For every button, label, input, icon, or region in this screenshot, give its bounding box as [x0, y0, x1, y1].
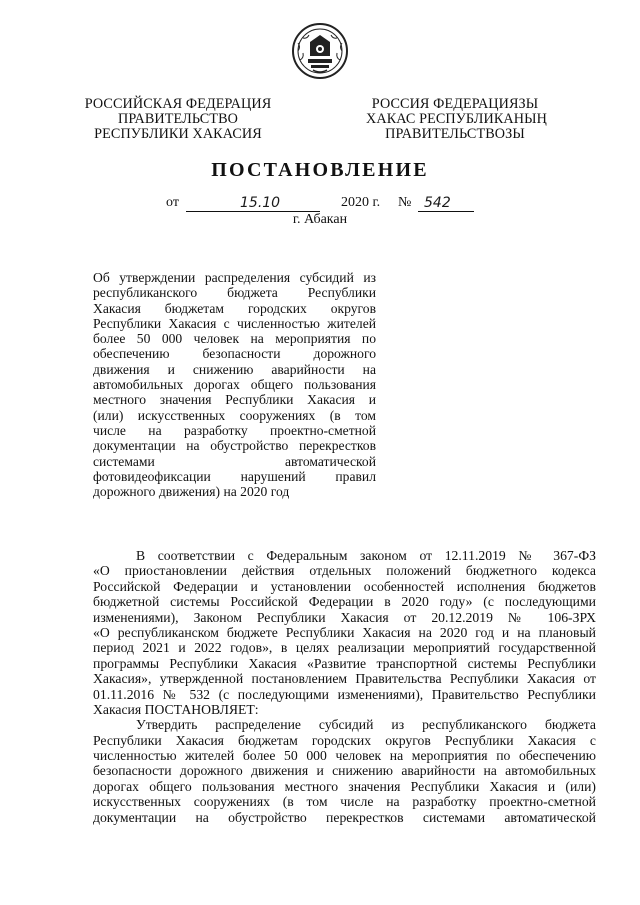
subject-line: Об утверждении распределения субсидий из	[93, 270, 376, 285]
body-line: безопасности дорожного движения и снижению аварийности на автомобильных	[93, 763, 596, 779]
number-underline	[418, 211, 474, 212]
subject-line: Республики Хакасия с численностью жителей	[93, 315, 376, 331]
header-left-line: ПРАВИТЕЛЬСТВО	[118, 111, 238, 127]
header-left-line: РЕСПУБЛИКИ ХАКАСИЯ	[94, 126, 262, 142]
body-line: Российской Федерации и установлении особенностей исполнения бюджетов	[93, 578, 596, 594]
body-line: Хакасия», утвержденной постановлением Правительства Республики Хакасия от	[93, 671, 596, 687]
body-line: изменениями), Законом Республики Хакасия от 20.12.2019 № 106-ЗРХ	[93, 609, 596, 625]
subject-block	[93, 270, 376, 499]
subject-line: числе на разработку проектно-сметной	[93, 422, 376, 438]
body-line: 01.11.2016 № 532 (с последующими изменениями), Правительство Республики	[93, 686, 596, 702]
subject-line: более 50 000 человек на мероприятия по	[93, 331, 376, 347]
body-line: документации на обустройство перекрестков системами автоматической	[93, 809, 596, 825]
header-right-line: ПРАВИТЕЛЬСТВОЗЫ	[385, 126, 525, 142]
body-line: В соответствии с Федеральным законом от 12.11.2019 № 367-ФЗ	[136, 548, 596, 563]
subject-line: республиканского бюджета Республики	[93, 285, 376, 301]
header-left-line: РОССИЙСКАЯ ФЕДЕРАЦИЯ	[84, 96, 272, 112]
header-right-line: РОССИЯ ФЕДЕРАЦИЯЗЫ	[371, 96, 539, 112]
subject-line: Хакасия бюджетам городских округов	[93, 300, 376, 316]
subject-line: местного значения Республики Хакасия и	[93, 392, 376, 408]
header-right-line: ХАКАС РЕСПУБЛИКАНЫҢ	[366, 111, 547, 127]
document-title: ПОСТАНОВЛЕНИЕ	[211, 159, 429, 181]
body-line: «О приостановлении действия отдельных положений бюджетного кодекса	[93, 563, 596, 579]
header-right-block	[366, 96, 547, 142]
body-line: дорогах общего пользования местного значения Республики Хакасия и (или)	[93, 778, 596, 794]
subject-line: автомобильных дорогах общего пользования	[93, 377, 376, 393]
subject-line: системами автоматической	[93, 453, 376, 469]
body-text	[93, 548, 596, 825]
body-line: Республики Хакасия бюджетам городских округов Республики Хакасия с	[93, 732, 596, 748]
coat-of-arms-emblem	[291, 22, 349, 80]
number-sign: №	[398, 195, 412, 210]
subject-line: движения и снижению аварийности на	[93, 361, 376, 377]
subject-line: дорожного движения) на 2020 год	[93, 484, 290, 500]
subject-line: (или) искусственных сооружениях (в том	[93, 407, 376, 423]
city-label: г. Абакан	[292, 212, 348, 227]
body-line: численностью жителей более 50 000 человек на мероприятия по обеспечению	[93, 748, 596, 764]
body-line: Утвердить распределение субсидий из республиканского бюджета	[136, 717, 596, 733]
year-label: 2020 г.	[341, 195, 381, 210]
subject-line: фотовидеофиксации нарушений правил	[93, 468, 376, 484]
handwritten-number: 542	[424, 195, 451, 211]
subject-line: документации на обустройство перекрестков	[93, 438, 376, 454]
date-prefix: от	[166, 195, 179, 210]
body-line: Хакасия ПОСТАНОВЛЯЕТ:	[93, 701, 259, 717]
body-line: бюджетной системы Российской Федерации в 2020 году» (с последующими	[93, 594, 596, 610]
body-line: «О республиканском бюджете Республики Хакасия на 2020 год и на плановый	[93, 624, 596, 640]
handwritten-date: 15.10	[240, 195, 281, 211]
body-line: период 2021 и 2022 годов», в целях реализации мероприятий государственной	[93, 640, 596, 656]
body-line: искусственных сооружениях (в том числе на разработку проектно-сметной	[93, 794, 596, 810]
body-line: программы Республики Хакасия «Развитие транспортной системы Республики	[93, 655, 596, 671]
subject-line: обеспечению безопасности дорожного	[93, 346, 376, 362]
header-left-block	[84, 97, 272, 142]
